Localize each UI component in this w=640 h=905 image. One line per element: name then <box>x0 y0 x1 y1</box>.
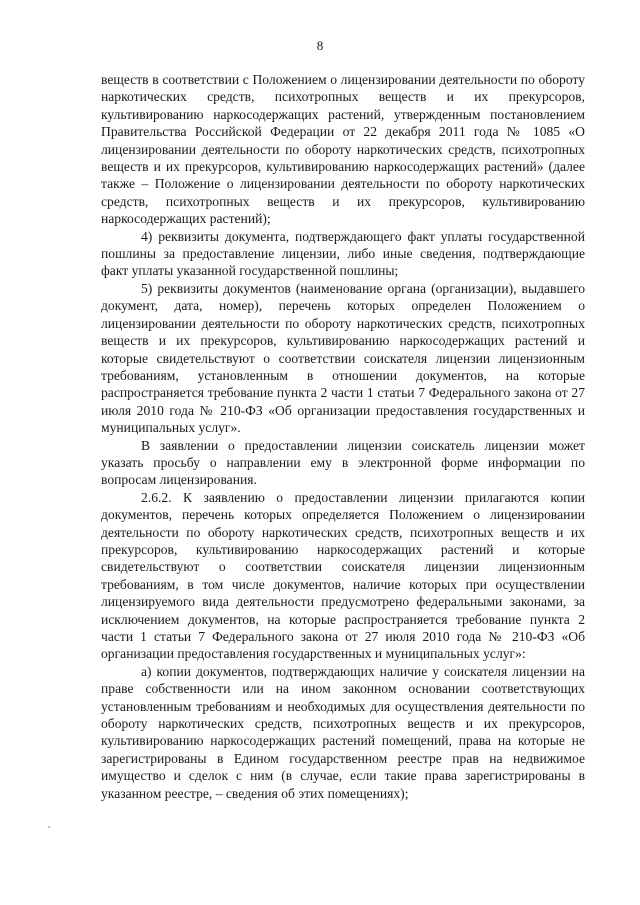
paragraph-electronic-request: В заявлении о предоставлении лицензии соискатель лицензии может указать просьбу о направлении ему в электронной форме информации по вопросам лицензирования. <box>101 437 585 488</box>
paragraph-2-6-2: 2.6.2. К заявлению о предоставлении лицензии прилагаются копии документов, перечень которых определяется Положением о лицензировании деятельности по обороту наркотических средств, психотропных веществ и их прекурсоров, культивированию наркосодержащих растений и которые свидетельствуют о соответствии соискателя лицензии лицензионным требованиям, в том числе документов, наличие которых при осуществлении лицензируемого вида деятельности предусмотрено федеральными законами, за исключением документов, на которые распространяется требование пункта 2 части 1 статьи 7 Федерального закона от 27 июля 2010 года № 210-ФЗ «Об организации предоставления государственных и муниципальных услуг»: <box>101 489 585 662</box>
paragraph-continuation: веществ в соответствии с Положением о лицензировании деятельности по обороту наркотических средств, психотропных веществ и их прекурсоров, культивированию наркосодержащих растений, утвержденным постановлением Правительства Российской Федерации от 22 декабря 2011 года № 1085 «О лицензировании деятельности по обороту наркотических средств, психотропных веществ и их прекурсоров, культивированию наркосодержащих растений» (далее также – Положение о лицензировании деятельности по обороту наркотических средств, психотропных веществ и их прекурсоров, культивированию наркосодержащих растений); <box>101 72 585 227</box>
scan-speck <box>48 826 50 828</box>
page-number: 8 <box>316 38 324 53</box>
paragraph-item-5: 5) реквизиты документов (наименование органа (организации), выдавшего документ, дата, номер), перечень которых определен Положением о лицензировании деятельности по обороту наркотических средств, психотропных веществ и их прекурсоров, культивированию наркосодержащих растений и которые свидетельствуют о соответствии соискателя лицензии лицензионным требованиям, установленным в отношении документов, на которые распространяется требование пункта 2 части 1 статьи 7 Федерального закона от 27 июля 2010 года № 210-ФЗ «Об организации предоставления государственных и муниципальных услуг». <box>101 280 585 436</box>
document-body <box>101 71 585 802</box>
paragraph-item-4: 4) реквизиты документа, подтверждающего факт уплаты государственной пошлины за предоставление лицензии, либо иные сведения, подтверждающие факт уплаты указанной государственной пошлины; <box>101 228 585 279</box>
paragraph-item-a: а) копии документов, подтверждающих наличие у соискателя лицензии на праве собственности или на ином законном основании соответствующих установленным требованиям и необходимых для осуществления деятельности по обороту наркотических средств, психотропных веществ и их прекурсоров, культивированию наркосодержащих растений помещений, права на которые не зарегистрированы в Едином государственном реестре прав на недвижимое имущество и сделок с ним (в случае, если такие права зарегистрированы в указанном реестре, – сведения об этих помещениях); <box>101 663 585 801</box>
